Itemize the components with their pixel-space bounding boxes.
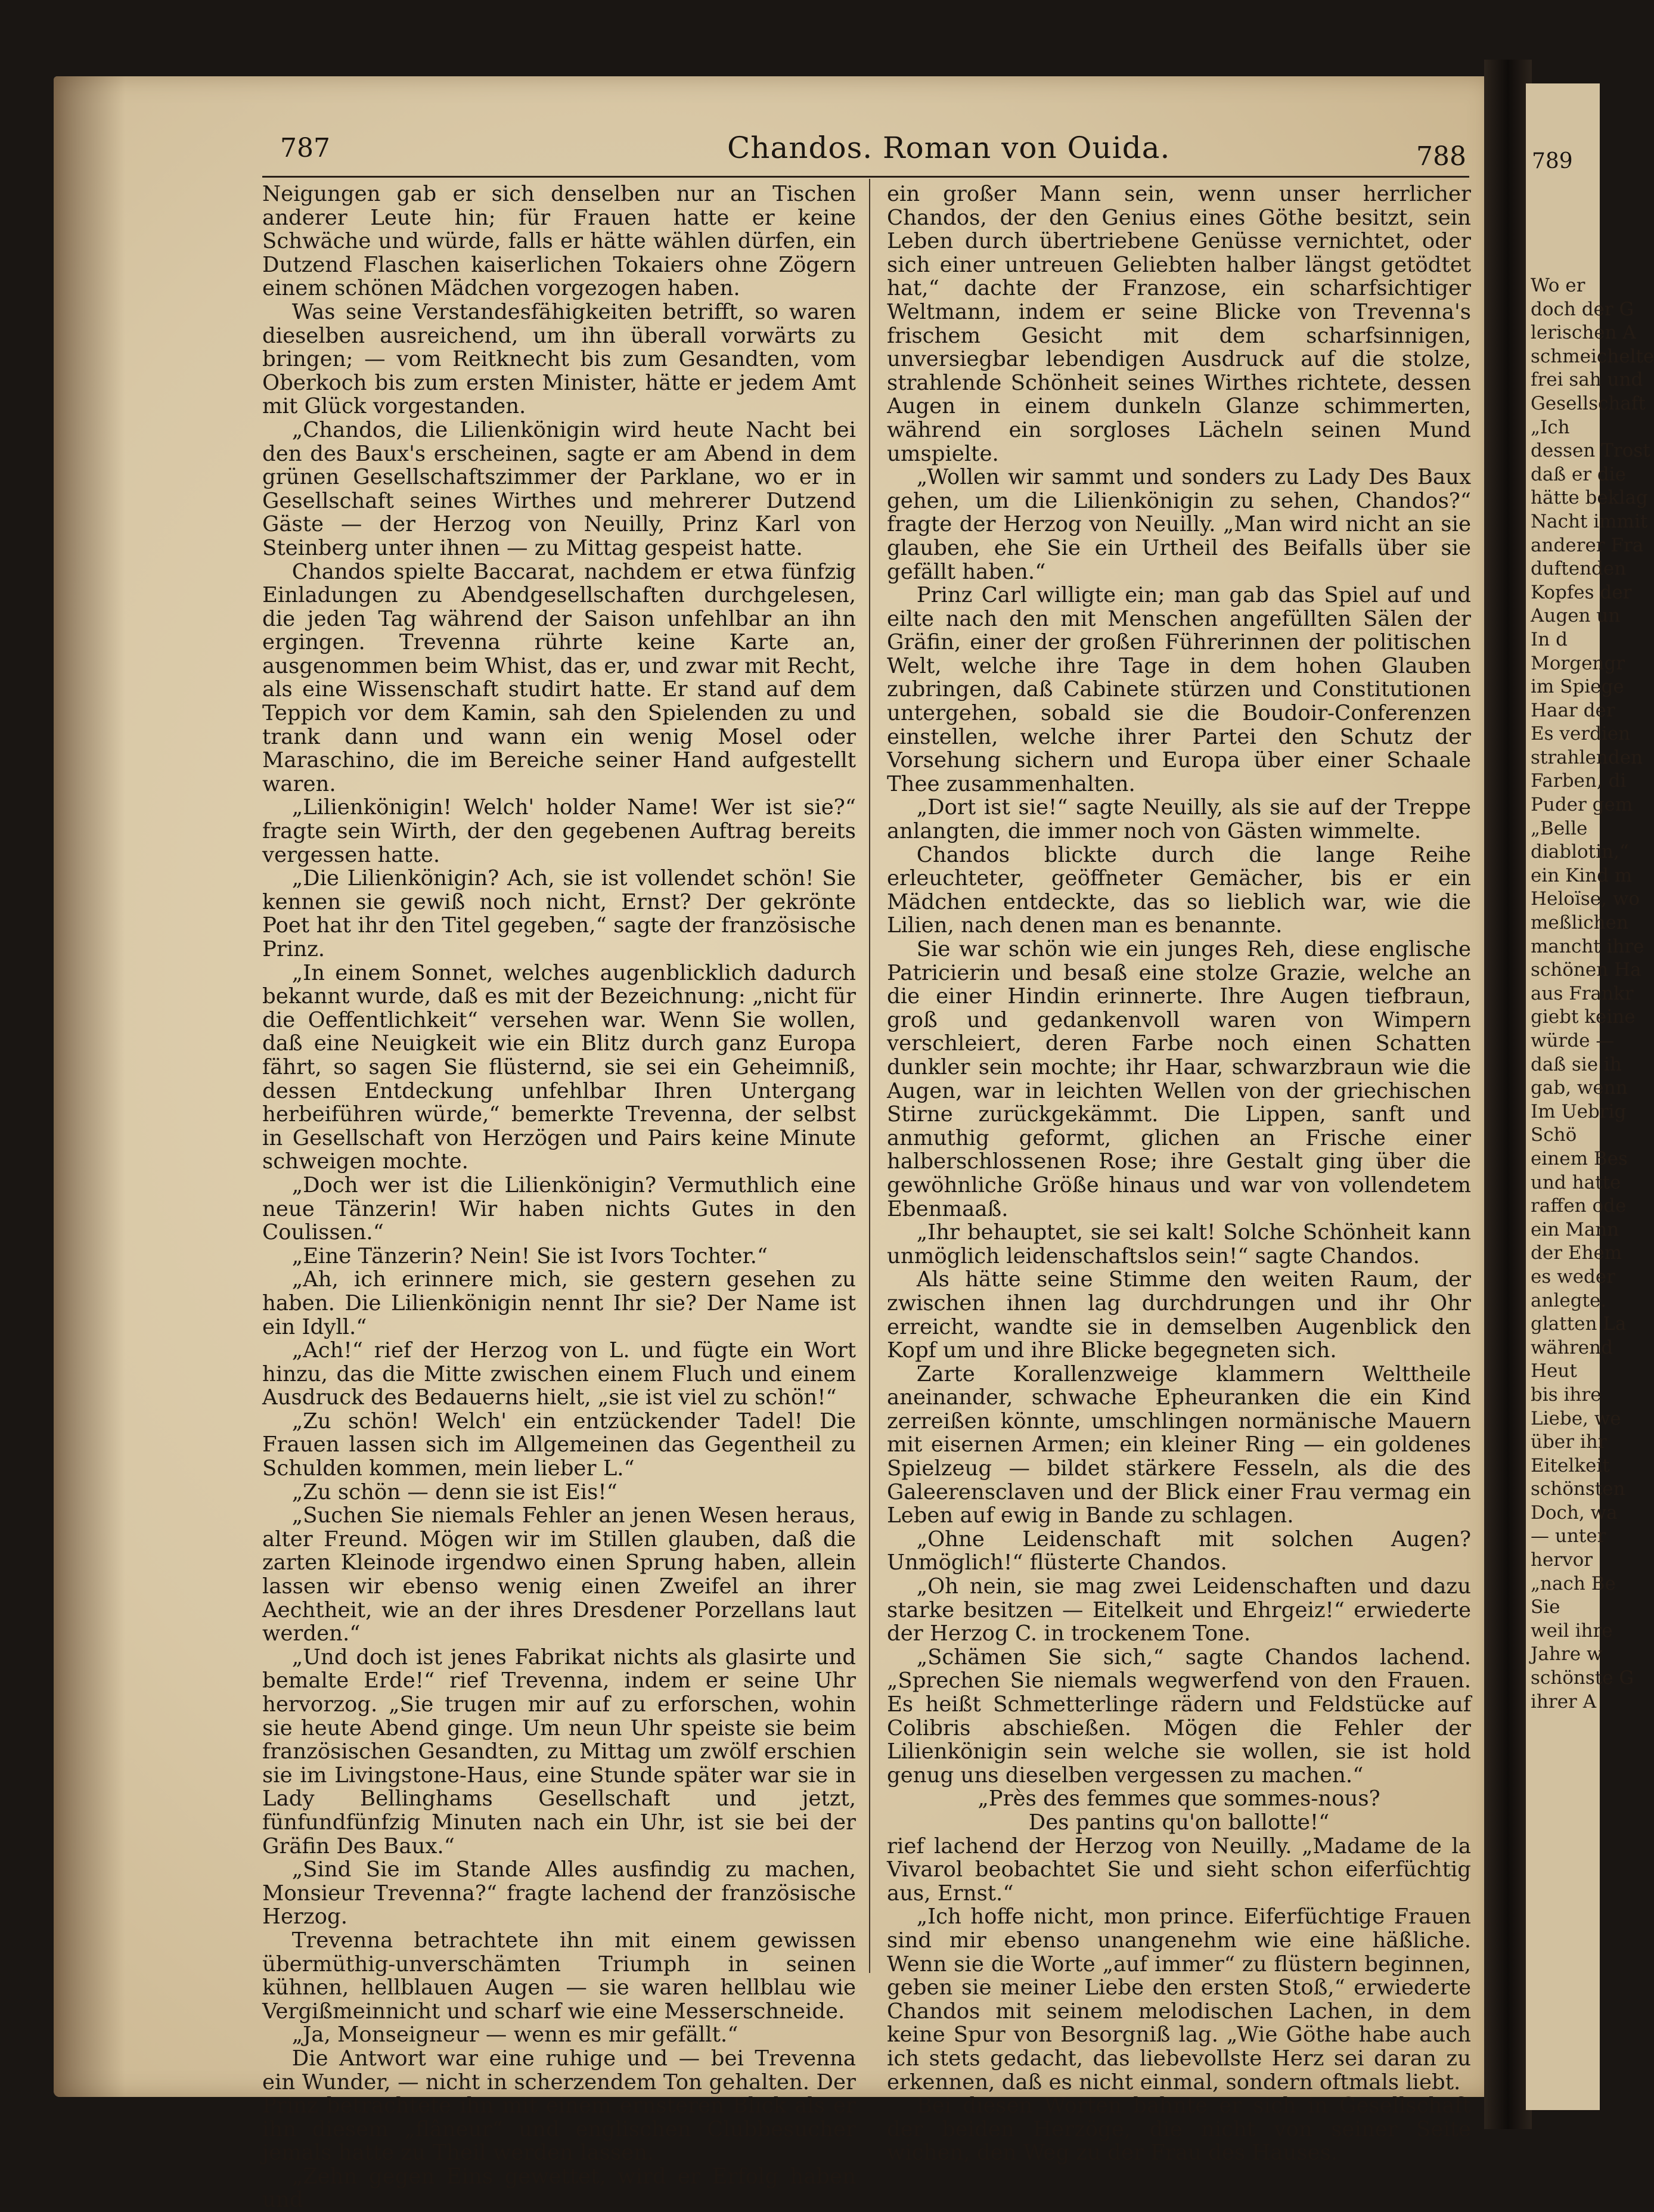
next-page-fragment-line: Eitelkeit — [1531, 1454, 1610, 1476]
paragraph: „Wollen wir sammt und sonders zu Lady Des Baux gehen, um die Lilienkönigin zu sehen, Chandos?“ fragte der Herzog von Neuilly. „Man wird nicht an sie glauben, ehe Sie ein Urtheil des Beifalls über sie gefällt haben.“ — [887, 465, 1471, 584]
column-divider — [869, 179, 870, 1973]
next-page-fragment-line: Heloïse, wo — [1531, 888, 1640, 910]
paragraph: Chandos blickte durch die lange Reihe erleuchteter, geöffneter Gemächer, bis er ein Mädchen entdeckte, das so lieblich war, wie die Lilien, nach denen man es benannte. — [887, 842, 1471, 938]
next-page-fragment-line: es weder — [1531, 1265, 1615, 1288]
next-page-fragment-line: anlegte. — [1531, 1289, 1607, 1311]
next-page-fragment-line: duftenden — [1531, 558, 1627, 580]
next-page-fragment-line: einem Bes — [1531, 1147, 1628, 1169]
next-page-fragment-line: lerischen A — [1531, 322, 1636, 344]
next-page-fragment-line: glatten La — [1531, 1313, 1627, 1335]
page-edge-shadow — [54, 76, 125, 2097]
next-page-fragment-line: meßlichen — [1531, 912, 1628, 934]
next-page-fragment-line: diablotin,“ — [1531, 841, 1629, 863]
paragraph: „Und doch ist jenes Fabrikat nichts als glasirte und bemalte Erde!“ rief Trevenna, indem er seine Uhr hervorzog. „Sie trugen mir auf zu erforschen, wohin sie heute Abend ginge. Um neun Uhr speiste sie beim französischen Gesandten, zu Mittag um zwölf erschien sie im Livingstone-Haus, eine Stunde später war sie in Lady Bellinghams Gesellschaft und jetzt, fünfundfünfzig Minuten nach ein Uhr, ist sie bei der Gräfin Des Baux.“ — [262, 1645, 856, 1859]
next-page-fragment-line: Es verdien — [1531, 723, 1631, 745]
next-page-fragment-line: Gesellschaft — [1531, 392, 1646, 414]
paragraph: „Ihr behauptet, sie sei kalt! Solche Schönheit kann unmöglich leidenschaftslos sein!“ sagte Chandos. — [887, 1220, 1471, 1268]
next-page-fragment-line: daß er die — [1531, 463, 1627, 485]
header-rule — [262, 176, 1469, 178]
paragraph: Prinz Carl willigte ein; man gab das Spiel auf und eilte nach den mit Menschen angefüllten Sälen der Gräfin, einer der großen Führerinnen der politischen Welt, welche ihre Tage in dem hohen Glauben zubringen, daß Cabinete stürzen und Constitutionen untergehen, sobald sie die Boudoir-Conferenzen einstellen, welche ihrer Partei den Schutz der Vorsehung sichern und Europa über einer Schaale Thee zusammenhalten. — [887, 583, 1471, 796]
next-page-fragment-line: Schö — [1531, 1124, 1577, 1146]
next-page-fragment-line: Sie — [1531, 1596, 1560, 1618]
next-page-fragment-line: hervor — [1531, 1549, 1593, 1571]
next-page-fragment-line: daß sie ih — [1531, 1053, 1622, 1075]
paragraph: „Oh nein, sie mag zwei Leidenschaften und dazu starke besitzen — Eitelkeit und Ehrgeiz!“ erwiederte der Herzog C. in trockenem Tone. — [887, 1574, 1471, 1646]
paragraph: „Doch wer ist die Lilienkönigin? Vermuthlich eine neue Tänzerin! Wir haben nichts Gutes in den Coulissen.“ — [262, 1172, 856, 1245]
next-page-fragment-line: Farben, di — [1531, 770, 1627, 792]
paragraph: Als hätte seine Stimme den weiten Raum, der zwischen ihnen lag durchdrungen und ihr Ohr erreicht, wandte sie in demselben Augenblick den Kopf um und ihre Blicke begegneten sich. — [887, 1267, 1471, 1363]
next-page-fragment-line: Doch, wa — [1531, 1501, 1618, 1524]
next-page-fragment-line: Augen un — [1531, 605, 1621, 627]
next-page-fragment-line: Haar der — [1531, 699, 1615, 721]
page-number-right: 788 — [1416, 141, 1466, 172]
paragraph: „Zu schön — denn sie ist Eis!“ — [291, 1479, 617, 1504]
paragraph: „Ah, ich erinnere mich, sie gestern gesehen zu haben. Die Lilienkönigin nennt Ihr sie? Der Name ist ein Idyll.“ — [262, 1267, 856, 1339]
next-page-fragment-line: über ihr — [1531, 1431, 1607, 1453]
paragraph: „Dort ist sie!“ sagte Neuilly, als sie auf der Treppe anlangten, die immer noch von Gästen wimmelte. — [887, 795, 1471, 844]
next-page-fragment-line: „Belle — [1531, 817, 1588, 839]
right-column — [887, 182, 1471, 2165]
next-page-fragment-line: schönste G — [1531, 1667, 1634, 1689]
next-page-fragment-line: strahlenden — [1531, 746, 1643, 768]
next-page-fragment-line: mancht ihre — [1531, 935, 1644, 957]
next-page-fragment-line: aus Frankr — [1531, 982, 1634, 1004]
next-page-fragment-line: In d — [1531, 628, 1568, 650]
next-page-fragment-line: anderer Fra — [1531, 534, 1644, 556]
paragraph: ein großer Mann sein, wenn unser herrlicher Chandos, der den Genius eines Göthe besitzt, sein Leben durch übertriebene Genüsse vernichtet, oder sich einer untreuen Geliebten halber längst getödtet hat,“ dachte der Franzose, ein scharfsichtiger Weltmann, indem er seine Blicke von Trevenna's frischem Gesicht mit dem scharfsinnigen, unversiegbar lebendigen Ausdruck auf die stolze, strahlende Schönheit seines Wirthes richtete, dessen Augen in einem dunkeln Glanze schimmerten, während ein sorgloses Lächeln seinen Mund umspielte. — [887, 182, 1471, 466]
next-page-fragment-line: dessen Trost — [1531, 440, 1650, 462]
book-gutter — [1484, 60, 1532, 2129]
next-page-fragment-line: schönsten — [1531, 1478, 1625, 1500]
next-page-fragment-line: giebt keine — [1531, 1006, 1636, 1028]
next-page-fragment-line: Wo er — [1531, 275, 1585, 296]
next-page-fragment-line: „nach Be — [1531, 1572, 1616, 1594]
next-page-fragment-line: Morgengr — [1531, 652, 1625, 674]
paragraph: „Lilienkönigin! Welch' holder Name! Wer ist sie?“ fragte sein Wirth, der den gegebenen Auftrag bereits vergessen hatte. — [262, 795, 856, 867]
paragraph: Bei diesen Worten bahnte er sich in Gesellschaft der beiden Herzöge, die nicht von seiner Seite wichen, den Weg zu der Frau des Hauses. — [887, 2093, 1471, 2166]
paragraph: „Schämen Sie sich,“ sagte Chandos lachend. „Sprechen Sie niemals wegwerfend von den Frauen. Es heißt Schmetterlinge rädern und Feldstücke auf Colibris abschießen. Mögen die Fehler der Lilienkönigin sein welche sie wollen, sie ist hold genug uns dieselben vergessen zu machen.“ — [887, 1645, 1471, 1788]
paragraph: Was seine Verstandesfähigkeiten betrifft, so waren dieselben ausreichend, um ihn überall vorwärts zu bringen; — vom Reitknecht bis zum Gesandten, vom Oberkoch bis zum ersten Minister, hätte er jedem Amt mit Glück vorgestanden. — [262, 299, 856, 419]
next-page-fragment-line: weil ihre — [1531, 1620, 1613, 1642]
next-page-fragment-line: Jahre w — [1531, 1643, 1603, 1665]
next-page-fragment-line: Nacht immit — [1531, 510, 1648, 532]
next-page-fragment-line: — unter — [1531, 1525, 1606, 1547]
next-page-fragment-line: Im Uebrig — [1531, 1100, 1627, 1122]
next-page-fragment-line: hätte beklag — [1531, 487, 1648, 509]
paragraph: Chandos spielte Baccarat, nachdem er etwa fünfzig Einladungen zu Abendgesellschaften durchgelesen, die jeden Tag während der Saison unfehlbar an ihn ergingen. Trevenna rührte keine Karte an, ausgenommen beim Whist, das er, und zwar mit Recht, als eine Wissenschaft studirt hatte. Er stand auf dem Teppich vor dem Kamin, sah den Spielenden zu und trank dann und wann ein wenig Mosel oder Maraschino, die im Bereiche seiner Hand aufgestellt waren. — [262, 559, 856, 796]
paragraph: „Ich hoffe nicht, mon prince. Eiferfüchtige Frauen sind mir ebenso unangenehm wie eine häßliche. Wenn sie die Worte „auf immer“ zu flüstern beginnen, geben sie meiner Liebe den ersten Stoß,“ erwiederte Chandos mit seinem melodischen Lachen, in dem keine Spur von Besorgniß lag. „Wie Göthe habe auch ich stets gedacht, das liebevollste Herz sei daran zu erkennen, daß es nicht einmal, sondern oftmals liebt. — [887, 1904, 1471, 2095]
paragraph: „Die Lilienkönigin? Ach, sie ist vollendet schön! Sie kennen sie gewiß noch nicht, Ernst? Der gekrönte Poet hat ihr den Titel gegeben,“ sagte der französische Prinz. — [262, 866, 856, 961]
next-page-fragment-line: raffen ode — [1531, 1195, 1627, 1217]
paragraph: Trevenna betrachtete ihn mit einem gewissen übermüthig-unverschämten Triumph in seinen kühnen, hellblauen Augen — sie waren hellblau wie Vergißmeinnicht und scharf wie eine Messerschneide. — [262, 1928, 856, 2024]
next-page-lines — [1531, 274, 1654, 1714]
next-page-fragment-line: und hatte — [1531, 1171, 1621, 1193]
next-page-fragment-line: Puder gem — [1531, 794, 1633, 816]
next-page-fragment-line: ihrer A — [1531, 1690, 1597, 1712]
paragraph: „Ja, Monseigneur — wenn es mir gefällt.“ — [291, 2022, 738, 2047]
next-page-fragment-line: im Spiege — [1531, 676, 1624, 698]
paragraph: „Sind Sie im Stande Alles ausfindig zu machen, Monsieur Trevenna?“ fragte lachend der französische Herzog. — [262, 1857, 856, 1929]
paragraph: Neigungen gab er sich denselben nur an Tischen anderer Leute hin; für Frauen hatte er keine Schwäche und würde, falls er hätte wählen dürfen, ein Dutzend Flaschen kaiserlichen Tokaiers ohne Zögern einem schönen Mädchen vorgezogen haben. — [262, 182, 856, 301]
next-page-fragment-line: Kopfes der — [1531, 581, 1632, 603]
paragraph: „Zu schön! Welch' ein entzückender Tadel! Die Frauen lassen sich im Allgemeinen das Gegentheil zu Schulden kommen, mein lieber L.“ — [262, 1409, 856, 1481]
next-page-fragment-line: frei sah und — [1531, 369, 1643, 391]
next-page-fragment — [1526, 83, 1654, 2110]
page-number-left: 787 — [280, 133, 330, 163]
next-page-fragment-line: schönen Ha — [1531, 959, 1641, 981]
next-page-fragment-line: Liebe, we — [1531, 1407, 1621, 1429]
next-page-fragment-line: ein Kind m — [1531, 864, 1633, 886]
paragraph: „Eine Tänzerin? Nein! Sie ist Ivors Tochter.“ — [291, 1243, 768, 1268]
next-page-fragment-line: Heut — [1531, 1360, 1577, 1382]
verse-line: Des pantins qu'on ballotte!“ — [1028, 1810, 1330, 1835]
next-page-fragment-line: während — [1531, 1336, 1613, 1358]
next-page-fragment-line: schmeichelte — [1531, 345, 1654, 367]
next-page-fragment-line: ein Mann — [1531, 1218, 1619, 1240]
next-page-fragment-line: bis ihre — [1531, 1383, 1602, 1406]
next-page-fragment-line: der Ehem — [1531, 1242, 1622, 1264]
paragraph: Sie war schön wie ein junges Reh, diese englische Patricierin und besaß eine stolze Grazie, welche an die einer Hindin erinnerte. Ihre Augen tiefbraun, groß und gedankenvoll waren von Wimpern verschleiert, deren Farbe noch einen Schatten dunkler sein mochte; ihr Haar, schwarzbraun wie die Augen, war in leichten Wellen von der griechischen Stirne zurückgekämmt. Die Lippen, sanft und anmuthig geformt, glichen an Frische einer halberschlossenen Rose; ihre Gestalt ging über die gewöhnliche Größe hinaus und war von vollendetem Ebenmaaß. — [887, 937, 1471, 1221]
verse-line: „Près des femmes que sommes-nous? — [977, 1786, 1380, 1811]
paragraph: rief lachend der Herzog von Neuilly. „Madame de la Vivarol beobachtet Sie und sieht schon eiferfüchtig aus, Ernst.“ — [887, 1833, 1471, 1906]
paragraph: „Chandos, die Lilienkönigin wird heute Nacht bei den des Baux's erscheinen, sagte er am Abend in dem grünen Gesellschaftszimmer der Parklane, wo er in Gesellschaft seines Wirthes und mehrerer Dutzend Gäste — der Herzog von Neuilly, Prinz Karl von Steinberg unter ihnen — zu Mittag gespeist hatte. — [262, 417, 856, 560]
page-header — [280, 122, 1466, 170]
running-title: Chandos. Roman von Ouida. — [727, 131, 1171, 165]
paragraph: Die Antwort war eine ruhige und — bei Trevenna ein Wunder, — nicht in scherzendem Ton gehalten. Der Prinz betrachtete ihn mit einem ernsteren Blick als er ihn diesem „flâneur“ und englischen Clubbesucher jemals hatte zu Theil werden lassen. — [262, 2046, 856, 2166]
next-page-fragment-line: doch der G — [1531, 298, 1634, 320]
paragraph: „Ach!“ rief der Herzog von L. und fügte ein Wort hinzu, das die Mitte zwischen einem Fluch und einem Ausdruck des Bedauerns hielt, „sie ist viel zu schön!“ — [262, 1338, 856, 1410]
next-page-fragment-line: gab, wenn — [1531, 1077, 1628, 1099]
paragraph: „Ohne Leidenschaft mit solchen Augen? Unmöglich!“ flüsterte Chandos. — [887, 1527, 1471, 1575]
next-page-fragment-line: würde — — [1531, 1030, 1615, 1051]
paragraph: „Suchen Sie niemals Fehler an jenen Wesen heraus, alter Freund. Mögen wir im Stillen glauben, daß die zarten Kleinode irgendwo einen Sprung haben, allein lassen wir ebenso wenig einen Zweifel an ihrer Aechtheit, wie an der ihres Dresdener Porzellans laut werden.“ — [262, 1503, 856, 1646]
paragraph: Zarte Korallenzweige klammern Welttheile aneinander, schwache Epheuranken die ein Kind zerreißen könnte, umschlingen normänische Mauern mit eisernen Armen; ein kleiner Ring — ein goldenes Spielzeug — bildet stärkere Fesseln, als die des Galeerensclaven und der Blick einer Frau vermag ein Leben auf ewig in Bande zu schlagen. — [887, 1361, 1471, 1528]
page-number-next: 789 — [1532, 149, 1573, 173]
paragraph: „In einem Sonnet, welches augenblicklich dadurch bekannt wurde, daß es mit der Bezeichnung: „nicht für die Oeffentlichkeit“ versehen war. Wenn Sie wollen, daß eine Neuigkeit wie ein Blitz durch ganz Europa fährt, so sagen Sie flüsternd, sie sei ein Geheimniß, dessen Entdeckung unfehlbar Ihren Untergang herbeiführen würde,“ bemerkte Trevenna, der selbst in Gesellschaft von Herzögen und Pairs keine Minute schweigen mochte. — [262, 960, 856, 1174]
left-column — [262, 182, 856, 2212]
next-page-fragment-line: „Ich — [1531, 416, 1570, 438]
paragraph: „Zehn gegen Eins gewettet, wird er Erfolg haben und — [262, 2164, 856, 2212]
